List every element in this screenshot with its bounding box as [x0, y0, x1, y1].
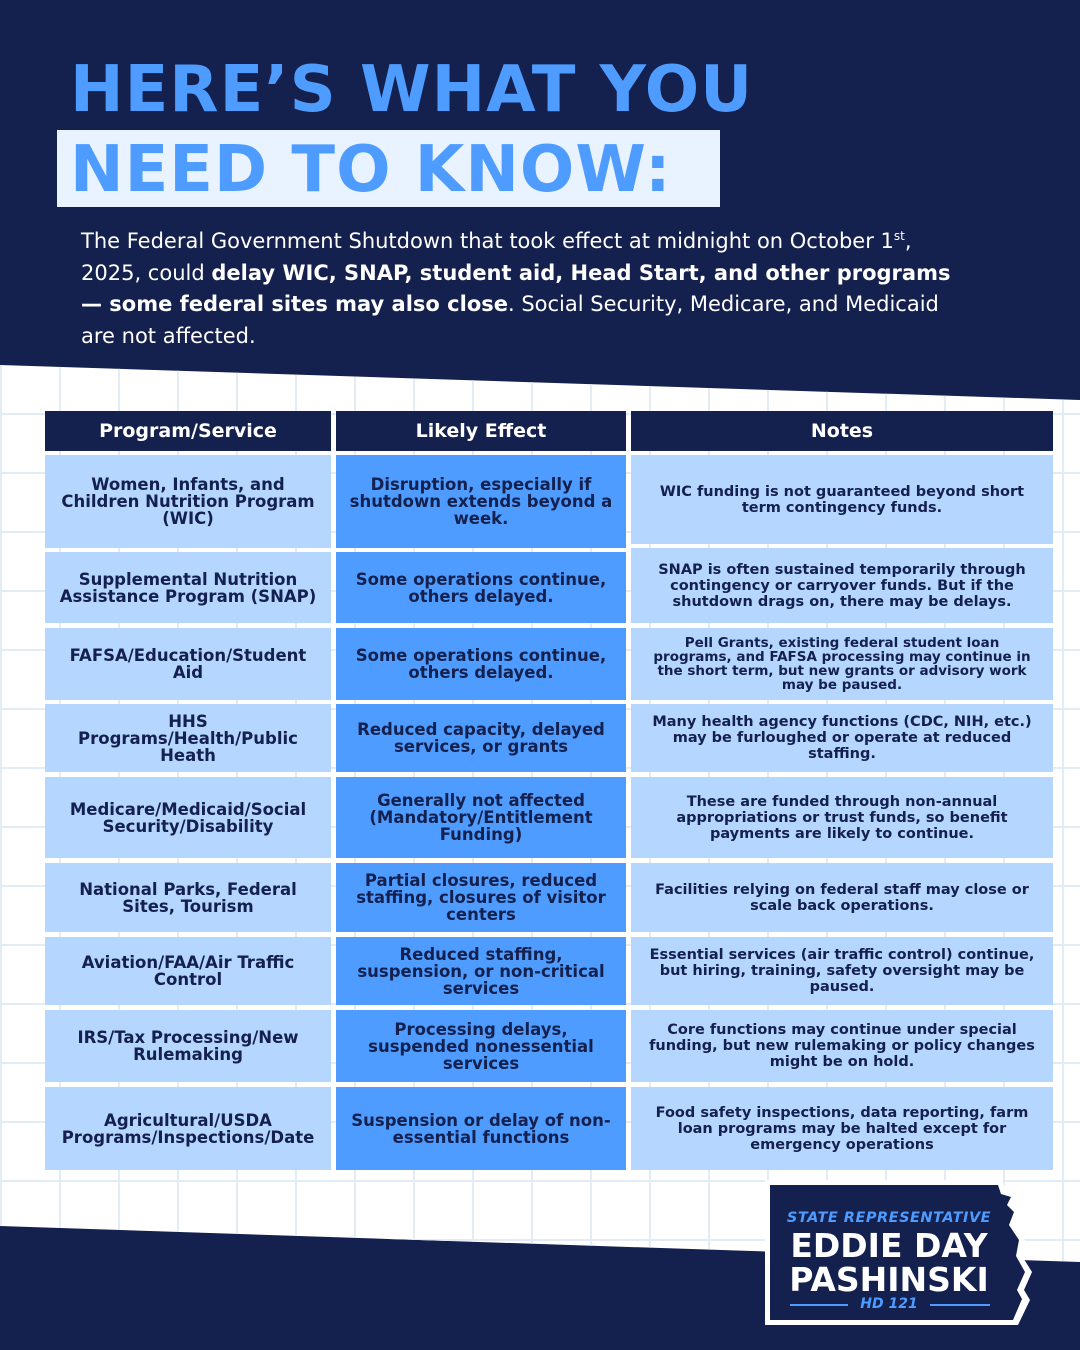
row-1-notes: WIC funding is not guaranteed beyond short term contingency funds.	[631, 455, 1053, 544]
row-9-notes: Food safety inspections, data reporting, farm loan programs may be halted except for emergency operations	[631, 1087, 1053, 1170]
row-1-program: Women, Infants, and Children Nutrition Program (WIC)	[45, 455, 331, 548]
intro-superscript: st	[893, 229, 905, 243]
row-5-effect: Generally not affected (Mandatory/Entitlement Funding)	[336, 777, 626, 858]
badge-name-line-2: PASHINSKI	[789, 1260, 989, 1299]
row-3-notes: Pell Grants, existing federal student loan programs, and FAFSA processing may continue in the short term, but new grants or advisory work may be paused.	[631, 628, 1053, 700]
row-8-program: IRS/Tax Processing/New Rulemaking	[45, 1010, 331, 1082]
header-notes: Notes	[631, 411, 1053, 451]
row-4-program: HHS Programs/Health/Public Heath	[45, 704, 331, 772]
row-4-effect: Reduced capacity, delayed services, or grants	[336, 704, 626, 772]
row-6-effect: Partial closures, reduced staffing, closures of visitor centers	[336, 863, 626, 932]
row-2-effect: Some operations continue, others delayed.	[336, 552, 626, 623]
row-5-program: Medicare/Medicaid/Social Security/Disability	[45, 777, 331, 858]
row-6-program: National Parks, Federal Sites, Tourism	[45, 863, 331, 932]
intro-text-1: The Federal Government Shutdown that took effect at midnight on October 1	[81, 229, 894, 253]
row-3-program: FAFSA/Education/Student Aid	[45, 628, 331, 700]
intro-text-2: , 2025, could	[81, 229, 912, 285]
header-effect: Likely Effect	[336, 411, 626, 451]
heading-line-2: NEED TO KNOW:	[70, 133, 672, 207]
row-7-program: Aviation/FAA/Air Traffic Control	[45, 937, 331, 1005]
row-2-program: Supplemental Nutrition Assistance Program (SNAP)	[45, 552, 331, 623]
badge-name-line-1: EDDIE DAY	[790, 1226, 988, 1265]
badge-subtitle: STATE REPRESENTATIVE	[786, 1210, 992, 1226]
row-4-notes: Many health agency functions (CDC, NIH, etc.) may be furloughed or operate at reduced staffing.	[631, 704, 1053, 772]
row-6-notes: Facilities relying on federal staff may close or scale back operations.	[631, 863, 1053, 932]
row-7-effect: Reduced staffing, suspension, or non-critical services	[336, 937, 626, 1005]
row-5-notes: These are funded through non-annual appropriations or trust funds, so benefit payments are likely to continue.	[631, 777, 1053, 858]
row-8-effect: Processing delays, suspended nonessential services	[336, 1010, 626, 1082]
row-2-notes: SNAP is often sustained temporarily through contingency or carryover funds. But if the shutdown drags on, there may be delays.	[631, 548, 1053, 623]
row-9-program: Agricultural/USDA Programs/Inspections/Date	[45, 1087, 331, 1170]
header-program: Program/Service	[45, 411, 331, 451]
row-1-effect: Disruption, especially if shutdown extends beyond a week.	[336, 455, 626, 548]
intro-text-3: . Social Security, Medicare, and Medicaid are not affected.	[81, 292, 939, 348]
heading-line-1: HERE’S WHAT YOU	[70, 53, 754, 127]
row-8-notes: Core functions may continue under special funding, but new rulemaking or policy changes might be on hold.	[631, 1010, 1053, 1082]
intro-bold: delay WIC, SNAP, student aid, Head Start, and other programs — some federal sites may also close	[81, 260, 951, 316]
row-9-effect: Suspension or delay of non-essential functions	[336, 1087, 626, 1170]
row-3-effect: Some operations continue, others delayed.	[336, 628, 626, 700]
badge-district: HD 121	[860, 1296, 918, 1312]
row-7-notes: Essential services (air traffic control) continue, but hiring, training, safety oversight may be paused.	[631, 937, 1053, 1005]
